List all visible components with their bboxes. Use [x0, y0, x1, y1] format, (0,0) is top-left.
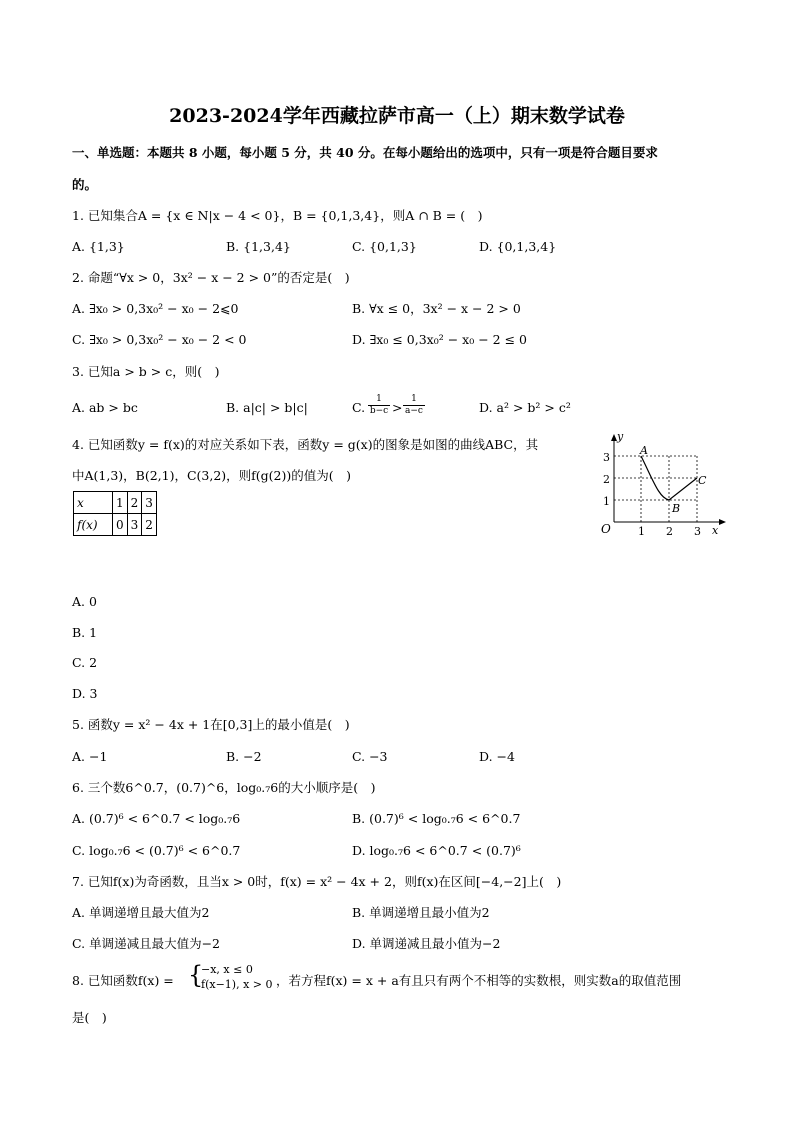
q5-option-d: D. −4: [479, 749, 515, 764]
y-tick-2: 2: [603, 473, 610, 486]
point-c-label: C: [698, 474, 707, 487]
table-cell: x: [74, 492, 113, 514]
q8-stem-suffix: ，若方程f(x) = x + a有且只有两个不相等的实数根，则实数a的取值范围: [276, 973, 682, 988]
q2-option-b: B. ∀x ≤ 0，3x² − x − 2 > 0: [352, 301, 521, 316]
function-table: [73, 491, 157, 536]
grid-lines: [614, 456, 697, 522]
q8-stem-prefix: 8. 已知函数f(x) =: [72, 973, 174, 988]
q5-stem: 5. 函数y = x² − 4x + 1在[0,3]上的最小值是( ): [72, 717, 350, 732]
table-cell: 3: [127, 514, 142, 536]
page-title: 2023-2024学年西藏拉萨市高一（上）期末数学试卷: [169, 105, 625, 127]
table-row: [74, 514, 157, 536]
q6-option-c: C. log₀.₇6 < (0.7)⁶ < 6^0.7: [72, 843, 241, 858]
q8-piece1: −x, x ≤ 0: [201, 963, 253, 976]
q7-stem: 7. 已知f(x)为奇函数，且当x > 0时，f(x) = x² − 4x + 2，则f(x)在区间[−4,−2]上( ): [72, 874, 562, 889]
q1-stem: 1. 已知集合A = {x ∈ N|x − 4 < 0}，B = {0,1,3,4}，则A ∩ B = ( ): [72, 208, 483, 223]
q4-option-c: C. 2: [72, 655, 98, 670]
q1-option-c: C. {0,1,3}: [352, 239, 417, 254]
q3-frac2-den: a−c: [405, 406, 423, 416]
q7-option-b: B. 单调递增且最小值为2: [352, 905, 490, 920]
q4-stem-line1: 4. 已知函数y = f(x)的对应关系如下表，函数y = g(x)的图象是如图的曲线ABC，其: [72, 437, 539, 452]
table-cell: 0: [113, 514, 128, 536]
q5-option-c: C. −3: [352, 749, 388, 764]
q4-stem-line2: 中A(1,3)，B(2,1)，C(3,2)，则f(g(2))的值为( ): [72, 468, 352, 483]
section-heading: 一、单选题：本题共 8 小题，每小题 5 分，共 40 分。在每小题给出的选项中，只有一项是符合题目要求: [72, 145, 658, 160]
q8-piece2: f(x−1), x > 0: [201, 978, 273, 991]
table-cell: 2: [142, 514, 157, 536]
table-cell: 3: [142, 492, 157, 514]
q3-option-a: A. ab > bc: [72, 400, 138, 415]
q6-stem: 6. 三个数6^0.7，(0.7)^6，log₀.₇6的大小顺序是( ): [72, 780, 376, 795]
curve-abc-graph: [595, 432, 727, 540]
q5-option-b: B. −2: [226, 749, 262, 764]
x-tick-2: 2: [666, 525, 673, 538]
q8-brace: {: [188, 961, 204, 989]
q1-option-b: B. {1,3,4}: [226, 239, 291, 254]
q1-option-a: A. {1,3}: [72, 239, 125, 254]
q7-option-d: D. 单调递减且最小值为−2: [352, 936, 501, 951]
x-tick-1: 1: [638, 525, 645, 538]
origin-label: O: [601, 522, 611, 536]
q8-stem-line2: 是( ): [72, 1010, 107, 1025]
point-b-label: B: [672, 502, 681, 515]
section-heading-cont: 的。: [72, 177, 98, 192]
q3-option-d: D. a² > b² > c²: [479, 400, 571, 415]
table-cell: f(x): [74, 514, 113, 536]
x-tick-3: 3: [694, 525, 701, 538]
q4-option-b: B. 1: [72, 625, 98, 640]
q5-option-a: A. −1: [72, 749, 108, 764]
point-a-label: A: [640, 444, 648, 457]
q3-frac1-num: 1: [368, 395, 390, 406]
q3-stem: 3. 已知a > b > c，则( ): [72, 364, 220, 379]
q6-option-b: B. (0.7)⁶ < log₀.₇6 < 6^0.7: [352, 811, 521, 826]
q2-option-c: C. ∃x₀ > 0,3x₀² − x₀ − 2 < 0: [72, 332, 247, 347]
q2-stem: 2. 命题“∀x > 0，3x² − x − 2 > 0”的否定是( ): [72, 270, 350, 285]
q3-option-b: B. a|c| > b|c|: [226, 400, 308, 415]
x-axis-label: x: [712, 524, 719, 537]
q3-frac2-num: 1: [403, 395, 425, 406]
q7-option-c: C. 单调递减且最大值为−2: [72, 936, 220, 951]
q6-option-a: A. (0.7)⁶ < 6^0.7 < log₀.₇6: [72, 811, 241, 826]
q1-option-d: D. {0,1,3,4}: [479, 239, 557, 254]
q3-option-c: C.: [352, 400, 366, 415]
q7-option-a: A. 单调递增且最大值为2: [72, 905, 210, 920]
q3-frac1: [368, 395, 390, 416]
table-row: [74, 492, 157, 514]
q3-frac1-den: b−c: [369, 406, 389, 416]
q2-option-a: A. ∃x₀ > 0,3x₀² − x₀ − 2⩽0: [72, 301, 239, 316]
x-axis-arrow: [719, 519, 726, 525]
q3-frac-op: >: [392, 400, 403, 415]
q2-option-d: D. ∃x₀ ≤ 0,3x₀² − x₀ − 2 ≤ 0: [352, 332, 527, 347]
y-axis-label: y: [617, 432, 624, 443]
table-cell: 1: [113, 492, 128, 514]
q6-option-d: D. log₀.₇6 < 6^0.7 < (0.7)⁶: [352, 843, 521, 858]
q3-frac2: [403, 395, 425, 416]
y-tick-3: 3: [603, 451, 610, 464]
y-tick-1: 1: [603, 495, 610, 508]
table-cell: 2: [127, 492, 142, 514]
q4-option-a: A. 0: [72, 594, 97, 609]
q4-option-d: D. 3: [72, 686, 98, 701]
